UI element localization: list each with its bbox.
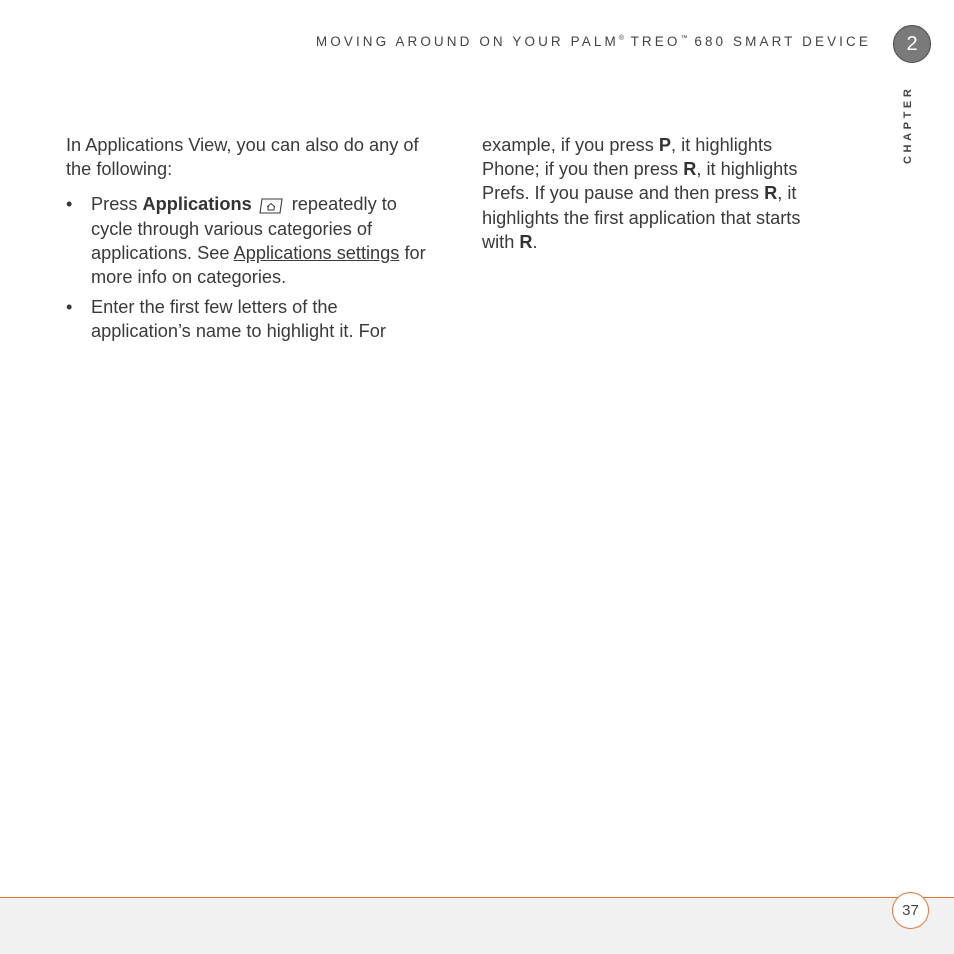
applications-home-key-icon <box>258 196 284 215</box>
key-r-1: R <box>683 159 697 180</box>
bullet1-suffix: for more info on categories. <box>91 242 426 288</box>
header-title-part2: TREO <box>623 34 681 49</box>
bullet1-prefix: Press <box>91 194 143 215</box>
key-p: P <box>658 135 672 155</box>
bullet2-text: Enter the first few letters of the application’s name to highlight it. For <box>91 297 386 342</box>
registered-mark: ® <box>618 35 624 42</box>
key-r-2: R <box>764 183 778 204</box>
cont-text-1: example, if you press <box>482 135 659 155</box>
page-number-badge: 37 <box>892 892 929 929</box>
bullet1-mid: repeatedly to cycle through various categories of applications. See <box>91 194 397 263</box>
applications-key-name: Applications <box>142 194 252 215</box>
continuation-paragraph <box>482 133 827 254</box>
bullet-item-enter-letters <box>66 295 438 343</box>
chapter-label-container <box>902 84 922 164</box>
bullet-marker: • <box>66 297 73 318</box>
left-column <box>66 133 438 350</box>
running-header <box>300 34 871 49</box>
footer-band <box>0 898 954 954</box>
chapter-number-badge: 2 <box>893 25 931 63</box>
footer-rule <box>0 897 954 898</box>
intro-paragraph: In Applications View, you can also do any of the following: <box>66 135 419 180</box>
bullet-marker: • <box>66 194 73 215</box>
bullet-list <box>66 192 438 343</box>
cont-text-2: , it highlights Phone; if you then press <box>482 135 773 180</box>
cont-text-3: , it highlights Prefs. If you pause and then press <box>482 159 798 204</box>
right-column <box>482 133 827 254</box>
chapter-label: CHAPTER <box>902 85 914 164</box>
bullet-item-applications <box>66 192 438 289</box>
key-r-3: R <box>519 231 533 252</box>
trademark-mark: ™ <box>680 35 688 42</box>
applications-settings-link[interactable]: Applications settings <box>233 242 400 263</box>
header-title-part3: 680 SMART DEVICE <box>687 34 871 49</box>
header-title-part1: MOVING AROUND ON YOUR PALM <box>315 34 619 49</box>
cont-text-4: , it highlights the first application that starts with <box>482 183 801 252</box>
cont-text-5: . <box>532 231 538 252</box>
